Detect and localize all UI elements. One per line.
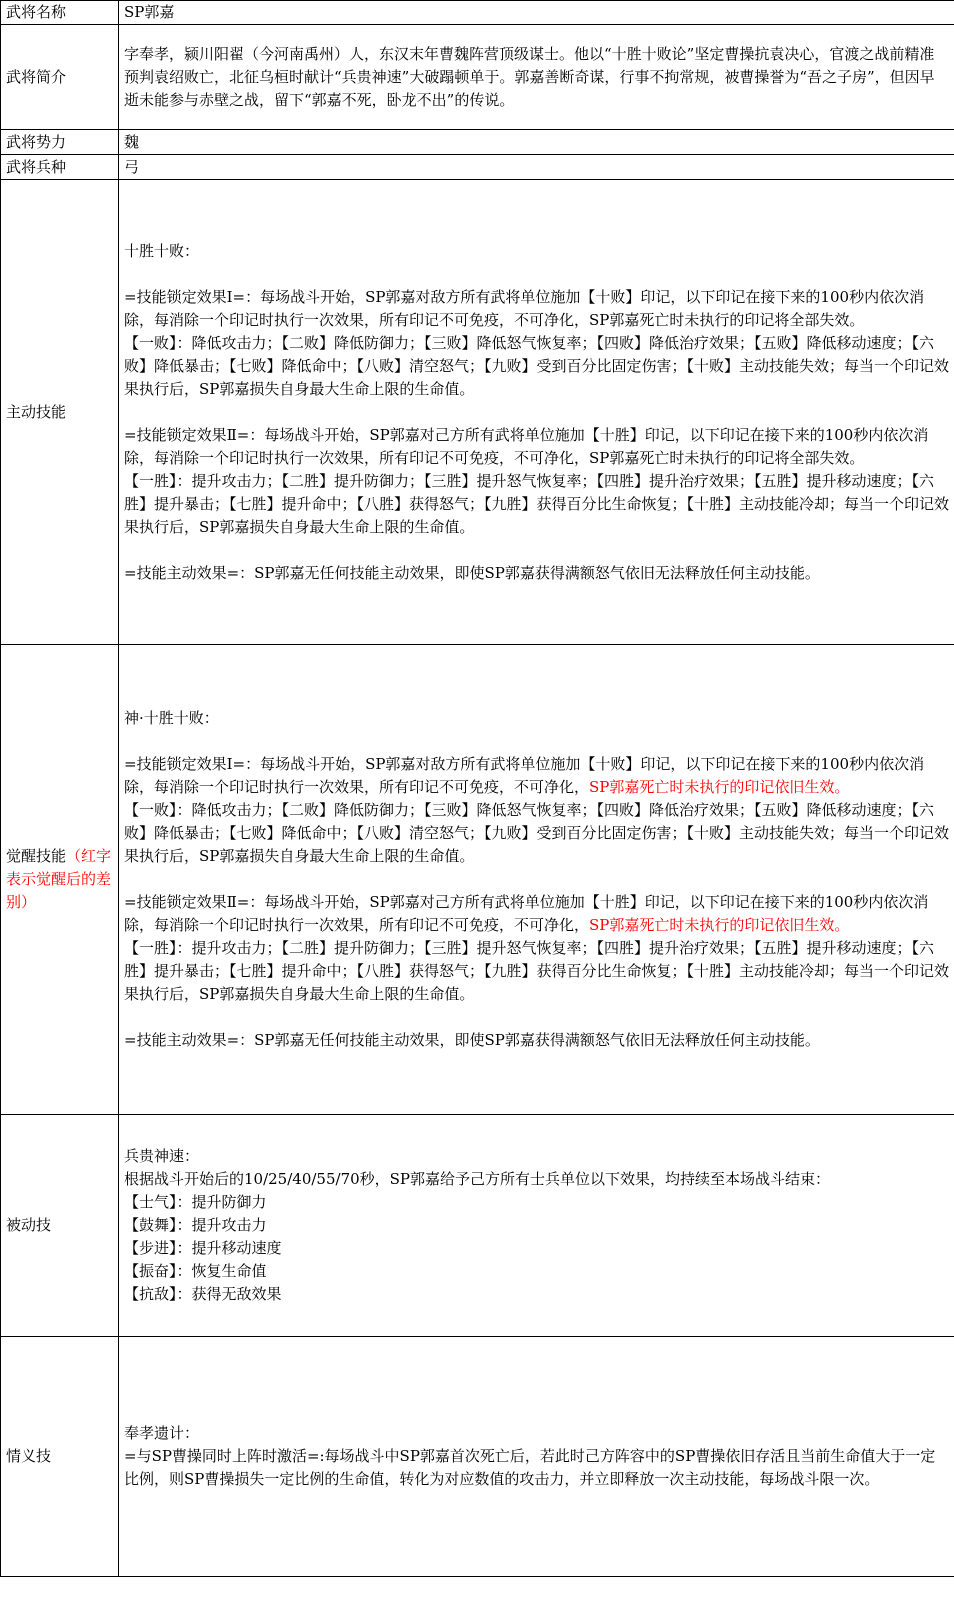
- value-active-skill: [119, 180, 954, 645]
- row-troop: [1, 155, 954, 180]
- passive-skill-title: 兵贵神速：: [124, 1147, 200, 1165]
- label-awaken-skill: [1, 645, 119, 1115]
- label-intro: 武将简介: [1, 25, 119, 130]
- passive-item: 【士气】：提升防御力: [124, 1193, 267, 1211]
- value-faction: 魏: [119, 130, 954, 155]
- awaken-lock-1-text: =技能锁定效果Ⅰ=：每场战斗开始，SP郭嘉对敌方所有武将单位施加【十败】印记，以下印记在接下来的100秒内依次消除，每消除一个印记时执行一次效果，所有印记不可免疫，不可净化，: [124, 755, 925, 796]
- row-active-skill: [1, 180, 954, 645]
- passive-item: 【振奋】：恢复生命值: [124, 1262, 267, 1280]
- passive-skill-desc: 根据战斗开始后的10/25/40/55/70秒，SP郭嘉给予己方所有士兵单位以下效果，均持续至本场战斗结束：: [124, 1170, 831, 1188]
- label-passive-skill: 被动技: [1, 1115, 119, 1337]
- awaken-lock-1: [124, 753, 949, 799]
- passive-item: 【抗敌】：获得无敌效果: [124, 1285, 282, 1303]
- awaken-lock-2: [124, 891, 949, 937]
- label-faction: 武将势力: [1, 130, 119, 155]
- awaken-label-main: 觉醒技能: [6, 847, 67, 865]
- passive-item: 【步进】：提升移动速度: [124, 1239, 282, 1257]
- awaken-label-note: （红字表示觉醒后的差别）: [6, 847, 112, 911]
- value-intro: 字奉孝，颍川阳翟（今河南禹州）人，东汉末年曹魏阵营顶级谋士。他以“十胜十败论”坚定曹操抗袁决心，官渡之战前精准预判袁绍败亡，北征乌桓时献计“兵贵神速”大破蹋顿单于。郭嘉善断奇谋，行事不拘常规，被曹操誉为“吾之子房”，但因早逝未能参与赤壁之战，留下“郭嘉不死，卧龙不出”的传说。: [119, 25, 954, 130]
- active-lock-2: =技能锁定效果Ⅱ=：每场战斗开始，SP郭嘉对己方所有武将单位施加【十胜】印记，以下印记在接下来的100秒内依次消除，每消除一个印记时执行一次效果，所有印记不可免疫，不可净化，SP郭嘉死亡时未执行的印记将全部失效。: [124, 425, 929, 467]
- awaken-lock-2-text: =技能锁定效果Ⅱ=：每场战斗开始，SP郭嘉对己方所有武将单位施加【十胜】印记，以下印记在接下来的100秒内依次消除，每消除一个印记时执行一次效果，所有印记不可免疫，不可净化，: [124, 893, 929, 934]
- active-skill-effect: =技能主动效果=：SP郭嘉无任何技能主动效果，即使SP郭嘉获得满额怒气依旧无法释放任何主动技能。: [124, 563, 820, 582]
- row-passive-skill: [1, 1115, 954, 1337]
- awaken-lock-1-diff: SP郭嘉死亡时未执行的印记依旧生效。: [589, 778, 850, 796]
- active-skill-title: 十胜十败：: [124, 241, 200, 260]
- awaken-lock-2-diff: SP郭嘉死亡时未执行的印记依旧生效。: [589, 916, 850, 934]
- awaken-lock-1-list: 【一败】：降低攻击力；【二败】降低防御力；【三败】降低怒气恢复率；【四败】降低治疗效果；【五败】降低移动速度；【六败】降低暴击；【七败】降低命中；【八败】清空怒气；【九败】受到百分比固定伤害；【十败】主动技能失效；每当一个印记效果执行后，SP郭嘉损失自身最大生命上限的生命值。: [124, 801, 950, 865]
- active-lock-2-list: 【一胜】：提升攻击力；【二胜】提升防御力；【三胜】提升怒气恢复率；【四胜】提升治疗效果；【五胜】提升移动速度；【六胜】提升暴击；【七胜】提升命中；【八胜】获得怒气；【九胜】获得百分比生命恢复；【十胜】主动技能冷却；每当一个印记效果执行后，SP郭嘉损失自身最大生命上限的生命值。: [124, 471, 950, 536]
- passive-item: 【鼓舞】：提升攻击力: [124, 1216, 267, 1234]
- awaken-skill-effect: =技能主动效果=：SP郭嘉无任何技能主动效果，即使SP郭嘉获得满额怒气依旧无法释放任何主动技能。: [124, 1031, 820, 1049]
- label-troop: 武将兵种: [1, 155, 119, 180]
- value-passive-skill: [119, 1115, 954, 1337]
- row-name: [1, 1, 954, 25]
- label-active-skill: 主动技能: [1, 180, 119, 645]
- value-bond-skill: [119, 1337, 954, 1577]
- bond-skill-desc: =与SP曹操同时上阵时激活=:每场战斗中SP郭嘉首次死亡后，若此时己方阵容中的SP曹操依旧存活且当前生命值大于一定比例，则SP曹操损失一定比例的生命值，转化为对应数值的攻击力，并立即释放一次主动技能，每场战斗限一次。: [124, 1447, 936, 1488]
- bond-skill-title: 奉孝遗计：: [124, 1424, 200, 1442]
- value-awaken-skill: [119, 645, 954, 1115]
- awaken-lock-2-list: 【一胜】：提升攻击力；【二胜】提升防御力；【三胜】提升怒气恢复率；【四胜】提升治疗效果；【五胜】提升移动速度；【六胜】提升暴击；【七胜】提升命中；【八胜】获得怒气；【九胜】获得百分比生命恢复；【十胜】主动技能冷却；每当一个印记效果执行后，SP郭嘉损失自身最大生命上限的生命值。: [124, 939, 950, 1003]
- awaken-skill-title: 神·十胜十败：: [124, 709, 219, 727]
- label-name: 武将名称: [1, 1, 119, 25]
- row-intro: [1, 25, 954, 130]
- active-lock-1: =技能锁定效果Ⅰ=：每场战斗开始，SP郭嘉对敌方所有武将单位施加【十败】印记，以下印记在接下来的100秒内依次消除，每消除一个印记时执行一次效果，所有印记不可免疫，不可净化，SP郭嘉死亡时未执行的印记将全部失效。: [124, 287, 925, 329]
- row-awaken-skill: [1, 645, 954, 1115]
- label-bond-skill: 情义技: [1, 1337, 119, 1577]
- value-troop: 弓: [119, 155, 954, 180]
- row-bond-skill: [1, 1337, 954, 1577]
- value-name: SP郭嘉: [119, 1, 954, 25]
- active-lock-1-list: 【一败】：降低攻击力；【二败】降低防御力；【三败】降低怒气恢复率；【四败】降低治疗效果；【五败】降低移动速度；【六败】降低暴击；【七败】降低命中；【八败】清空怒气；【九败】受到百分比固定伤害；【十败】主动技能失效；每当一个印记效果执行后，SP郭嘉损失自身最大生命上限的生命值。: [124, 333, 950, 398]
- row-faction: [1, 130, 954, 155]
